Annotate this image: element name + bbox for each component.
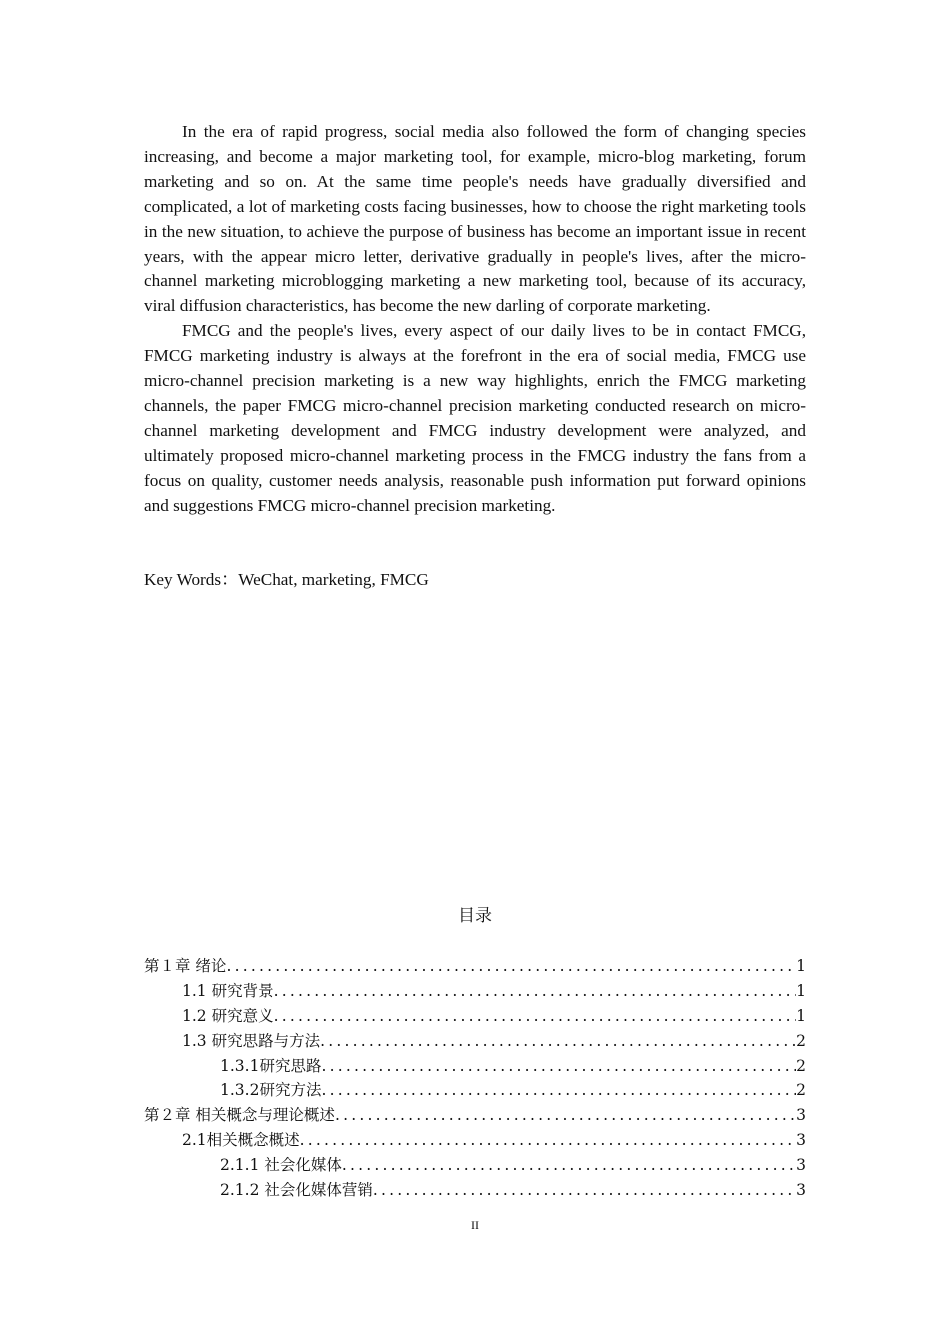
table-of-contents [144, 954, 806, 1203]
abstract-body [144, 120, 806, 519]
abstract-paragraph-2: FMCG and the people's lives, every aspect of our daily lives to be in contact FMCG, FMCG marketing industry is always at the forefront in the era of social media, FMCG use micro-channel precision marketing is a new way highlights, enrich the FMCG marketing channels, the paper FMCG micro-channel precision marketing conducted research on micro-channel marketing development and FMCG industry development were analyzed, and ultimately proposed micro-channel marketing process in the FMCG industry the fans from a focus on quality, customer needs analysis, reasonable push information put forward opinions and suggestions FMCG micro-channel precision marketing. [144, 321, 806, 515]
abstract-section [144, 120, 806, 592]
toc-dot-leader [321, 1054, 796, 1079]
toc-dot-leader [226, 954, 796, 979]
page-number: II [471, 1218, 479, 1232]
abstract-paragraph-1: In the era of rapid progress, social media also followed the form of changing species increasing, and become a major marketing tool, for example, micro-blog marketing, forum marketing and so on. At the same time people's needs have gradually diversified and complicated, a lot of marketing costs facing businesses, how to choose the right marketing tools in the new situation, to achieve the purpose of business has become an important issue in recent years, with the appear micro letter, derivative gradually in people's lives, after the micro-channel marketing microblogging marketing a new marketing tool, because of its accuracy, viral diffusion characteristics, has become the new darling of corporate marketing. [144, 122, 806, 316]
toc-dot-leader [320, 1029, 796, 1054]
keywords-line [144, 568, 806, 593]
toc-dot-leader [373, 1178, 796, 1203]
toc-entry[interactable] [144, 979, 806, 1004]
toc-entry-label: 1.3.2研究方法 [220, 1081, 322, 1100]
toc-entry-label: 2.1相关概念概述 [182, 1131, 300, 1150]
toc-entry[interactable] [144, 1153, 806, 1178]
toc-entry[interactable] [144, 1078, 806, 1103]
toc-entry-page: 1 [796, 957, 806, 975]
toc-entry-page: 1 [796, 1006, 806, 1025]
toc-entry[interactable] [144, 1054, 806, 1079]
toc-entry[interactable] [144, 1128, 806, 1153]
toc-entry[interactable] [144, 954, 806, 979]
toc-entry-label: 2.1.1 社会化媒体 [220, 1156, 342, 1175]
toc-dot-leader [342, 1153, 796, 1178]
toc-entry[interactable] [144, 1178, 806, 1203]
keywords-value: WeChat, marketing, FMCG [238, 569, 429, 589]
toc-entry[interactable] [144, 1103, 806, 1128]
toc-entry-label: 1.2 研究意义 [182, 1006, 274, 1025]
toc-entry-label: 第２章 相关概念与理论概述 [144, 1106, 335, 1125]
toc-entry[interactable] [144, 1029, 806, 1054]
toc-entry-page: 2 [796, 1056, 806, 1075]
toc-entry-page: 3 [796, 1106, 806, 1125]
toc-dot-leader [274, 979, 797, 1004]
toc-entry-page: 2 [796, 1081, 806, 1100]
toc-dot-leader [274, 1004, 797, 1029]
toc-entry-label: 1.3 研究思路与方法 [182, 1031, 321, 1050]
toc-entry-label: 第１章 绪论 [144, 957, 227, 975]
toc-entry-page: 3 [796, 1156, 806, 1175]
toc-title: 目录 [458, 906, 492, 926]
toc-entry-page: 3 [796, 1131, 806, 1150]
toc-entry-label: 1.1 研究背景 [182, 981, 274, 1000]
toc-entry-label: 1.3.1研究思路 [220, 1056, 322, 1075]
toc-dot-leader [335, 1103, 796, 1128]
toc-dot-leader [300, 1128, 796, 1153]
toc-entry-page: 1 [796, 981, 806, 1000]
keywords-label: Key Words： [144, 569, 239, 589]
toc-dot-leader [321, 1078, 796, 1103]
toc-entry[interactable] [144, 1004, 806, 1029]
toc-entry-page: 2 [796, 1031, 806, 1050]
toc-entry-page: 3 [796, 1181, 806, 1200]
toc-entry-label: 2.1.2 社会化媒体营销 [220, 1181, 373, 1200]
